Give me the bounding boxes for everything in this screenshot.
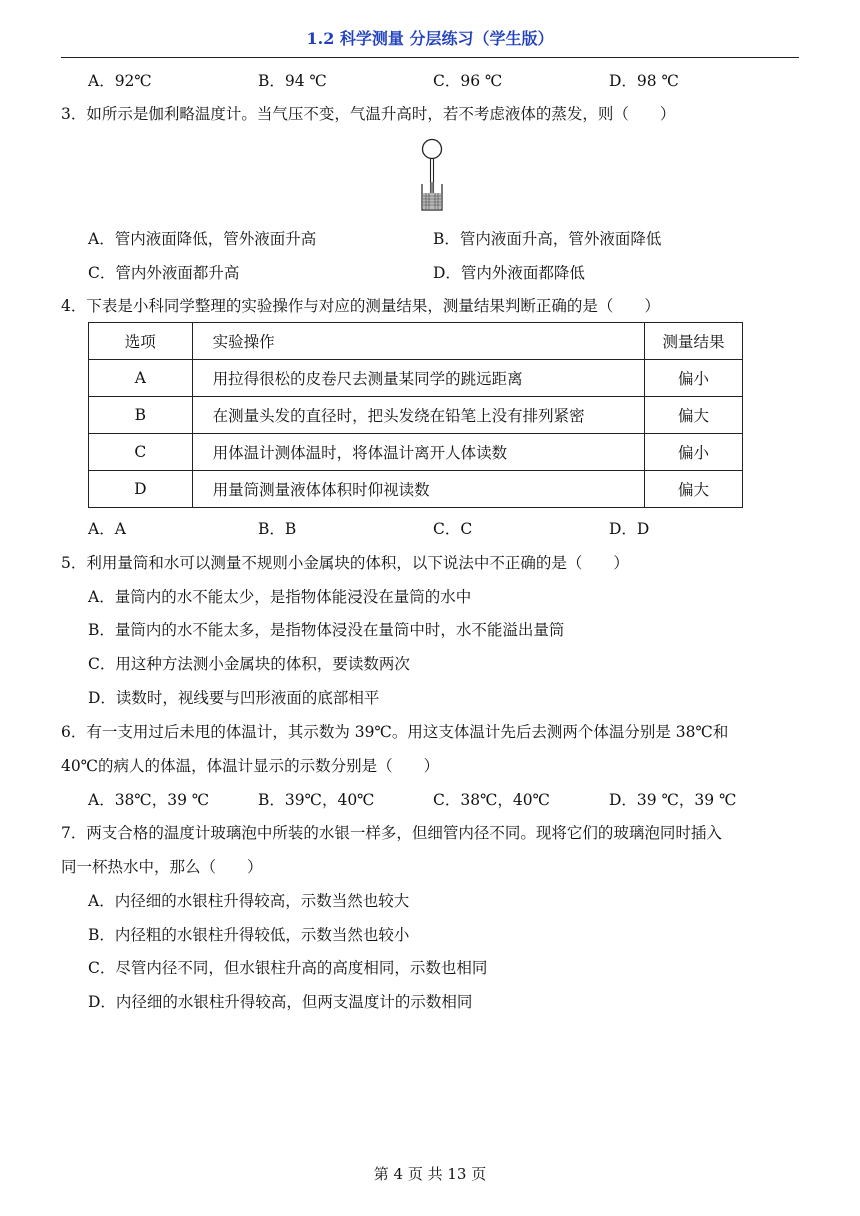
q3-stem: 3．如所示是伽利略温度计。当气压不变，气温升高时，若不考虑液体的蒸发，则（ ） — [61, 105, 676, 123]
table-row — [89, 397, 743, 434]
row-operation: 用拉得很松的皮卷尺去测量某同学的跳远距离 — [192, 360, 645, 397]
q5-option-a: A．量筒内的水不能太少，是指物体能浸没在量筒的水中 — [88, 588, 472, 606]
q4-option-b: B．B — [258, 520, 297, 538]
q7-option-d: D．内径细的水银柱升得较高，但两支温度计的示数相同 — [88, 993, 473, 1011]
q2-option-a: A．92℃ — [88, 72, 152, 90]
row-result: 偏大 — [645, 471, 743, 508]
row-result: 偏小 — [645, 434, 743, 471]
header-divider — [61, 57, 799, 58]
q2-option-b: B．94 ℃ — [258, 72, 327, 90]
q7-option-b: B．内径粗的水银柱升得较低，示数当然也较小 — [88, 926, 410, 944]
q3-option-a: A．管内液面降低，管外液面升高 — [88, 230, 317, 248]
row-result: 偏小 — [645, 360, 743, 397]
row-option: D — [89, 471, 193, 508]
q6-option-d: D．39 ℃，39 ℃ — [609, 791, 737, 809]
q5-option-d: D．读数时，视线要与凹形液面的底部相平 — [88, 689, 380, 707]
row-operation: 用体温计测体温时，将体温计离开人体读数 — [192, 434, 645, 471]
q6-stem-line2: 40℃的病人的体温，体温计显示的示数分别是（ ） — [61, 757, 440, 775]
q6-option-b: B．39℃，40℃ — [258, 791, 375, 809]
row-option: B — [89, 397, 193, 434]
row-option: C — [89, 434, 193, 471]
q4-option-c: C．C — [433, 520, 473, 538]
header-option: 选项 — [89, 323, 193, 360]
table-row — [89, 434, 743, 471]
q6-option-c: C．38℃，40℃ — [433, 791, 550, 809]
page-header-title: 1.2 科学测量 分层练习（学生版） — [306, 29, 554, 48]
q5-stem: 5．利用量筒和水可以测量不规则小金属块的体积，以下说法中不正确的是（ ） — [61, 554, 629, 572]
page-number-footer: 第 4 页 共 13 页 — [373, 1165, 487, 1183]
q7-option-c: C．尽管内径不同，但水银柱升高的高度相同，示数也相同 — [88, 959, 488, 977]
q6-stem-line1: 6．有一支用过后未甩的体温计，其示数为 39℃。用这支体温计先后去测两个体温分别是 38℃和 — [61, 723, 729, 741]
q3-option-d: D．管内外液面都降低 — [433, 264, 585, 282]
row-operation: 用量筒测量液体体积时仰视读数 — [192, 471, 645, 508]
table-row — [89, 471, 743, 508]
q5-option-b: B．量筒内的水不能太多，是指物体浸没在量筒中时，水不能溢出量筒 — [88, 621, 565, 639]
galileo-thermometer-figure — [418, 138, 446, 212]
q4-results-table — [88, 322, 743, 508]
q6-option-a: A．38℃，39 ℃ — [88, 791, 210, 809]
row-option: A — [89, 360, 193, 397]
q4-option-d: D．D — [609, 520, 650, 538]
q7-stem-line1: 7．两支合格的温度计玻璃泡中所装的水银一样多，但细管内径不同。现将它们的玻璃泡同时插入 — [61, 824, 722, 842]
q2-option-c: C．96 ℃ — [433, 72, 503, 90]
q7-option-a: A．内径细的水银柱升得较高，示数当然也较大 — [88, 892, 410, 910]
q4-stem: 4．下表是小科同学整理的实验操作与对应的测量结果，测量结果判断正确的是（ ） — [61, 297, 660, 315]
q2-option-d: D．98 ℃ — [609, 72, 679, 90]
q3-option-c: C．管内外液面都升高 — [88, 264, 240, 282]
q3-option-b: B．管内液面升高，管外液面降低 — [433, 230, 662, 248]
q5-option-c: C．用这种方法测小金属块的体积，要读数两次 — [88, 655, 410, 673]
header-operation: 实验操作 — [192, 323, 645, 360]
q4-option-a: A．A — [88, 520, 126, 538]
q7-stem-line2: 同一杯热水中，那么（ ） — [61, 858, 263, 876]
table-header-row — [89, 323, 743, 360]
table-row — [89, 360, 743, 397]
header-result: 测量结果 — [645, 323, 743, 360]
row-result: 偏大 — [645, 397, 743, 434]
row-operation: 在测量头发的直径时，把头发绕在铅笔上没有排列紧密 — [192, 397, 645, 434]
